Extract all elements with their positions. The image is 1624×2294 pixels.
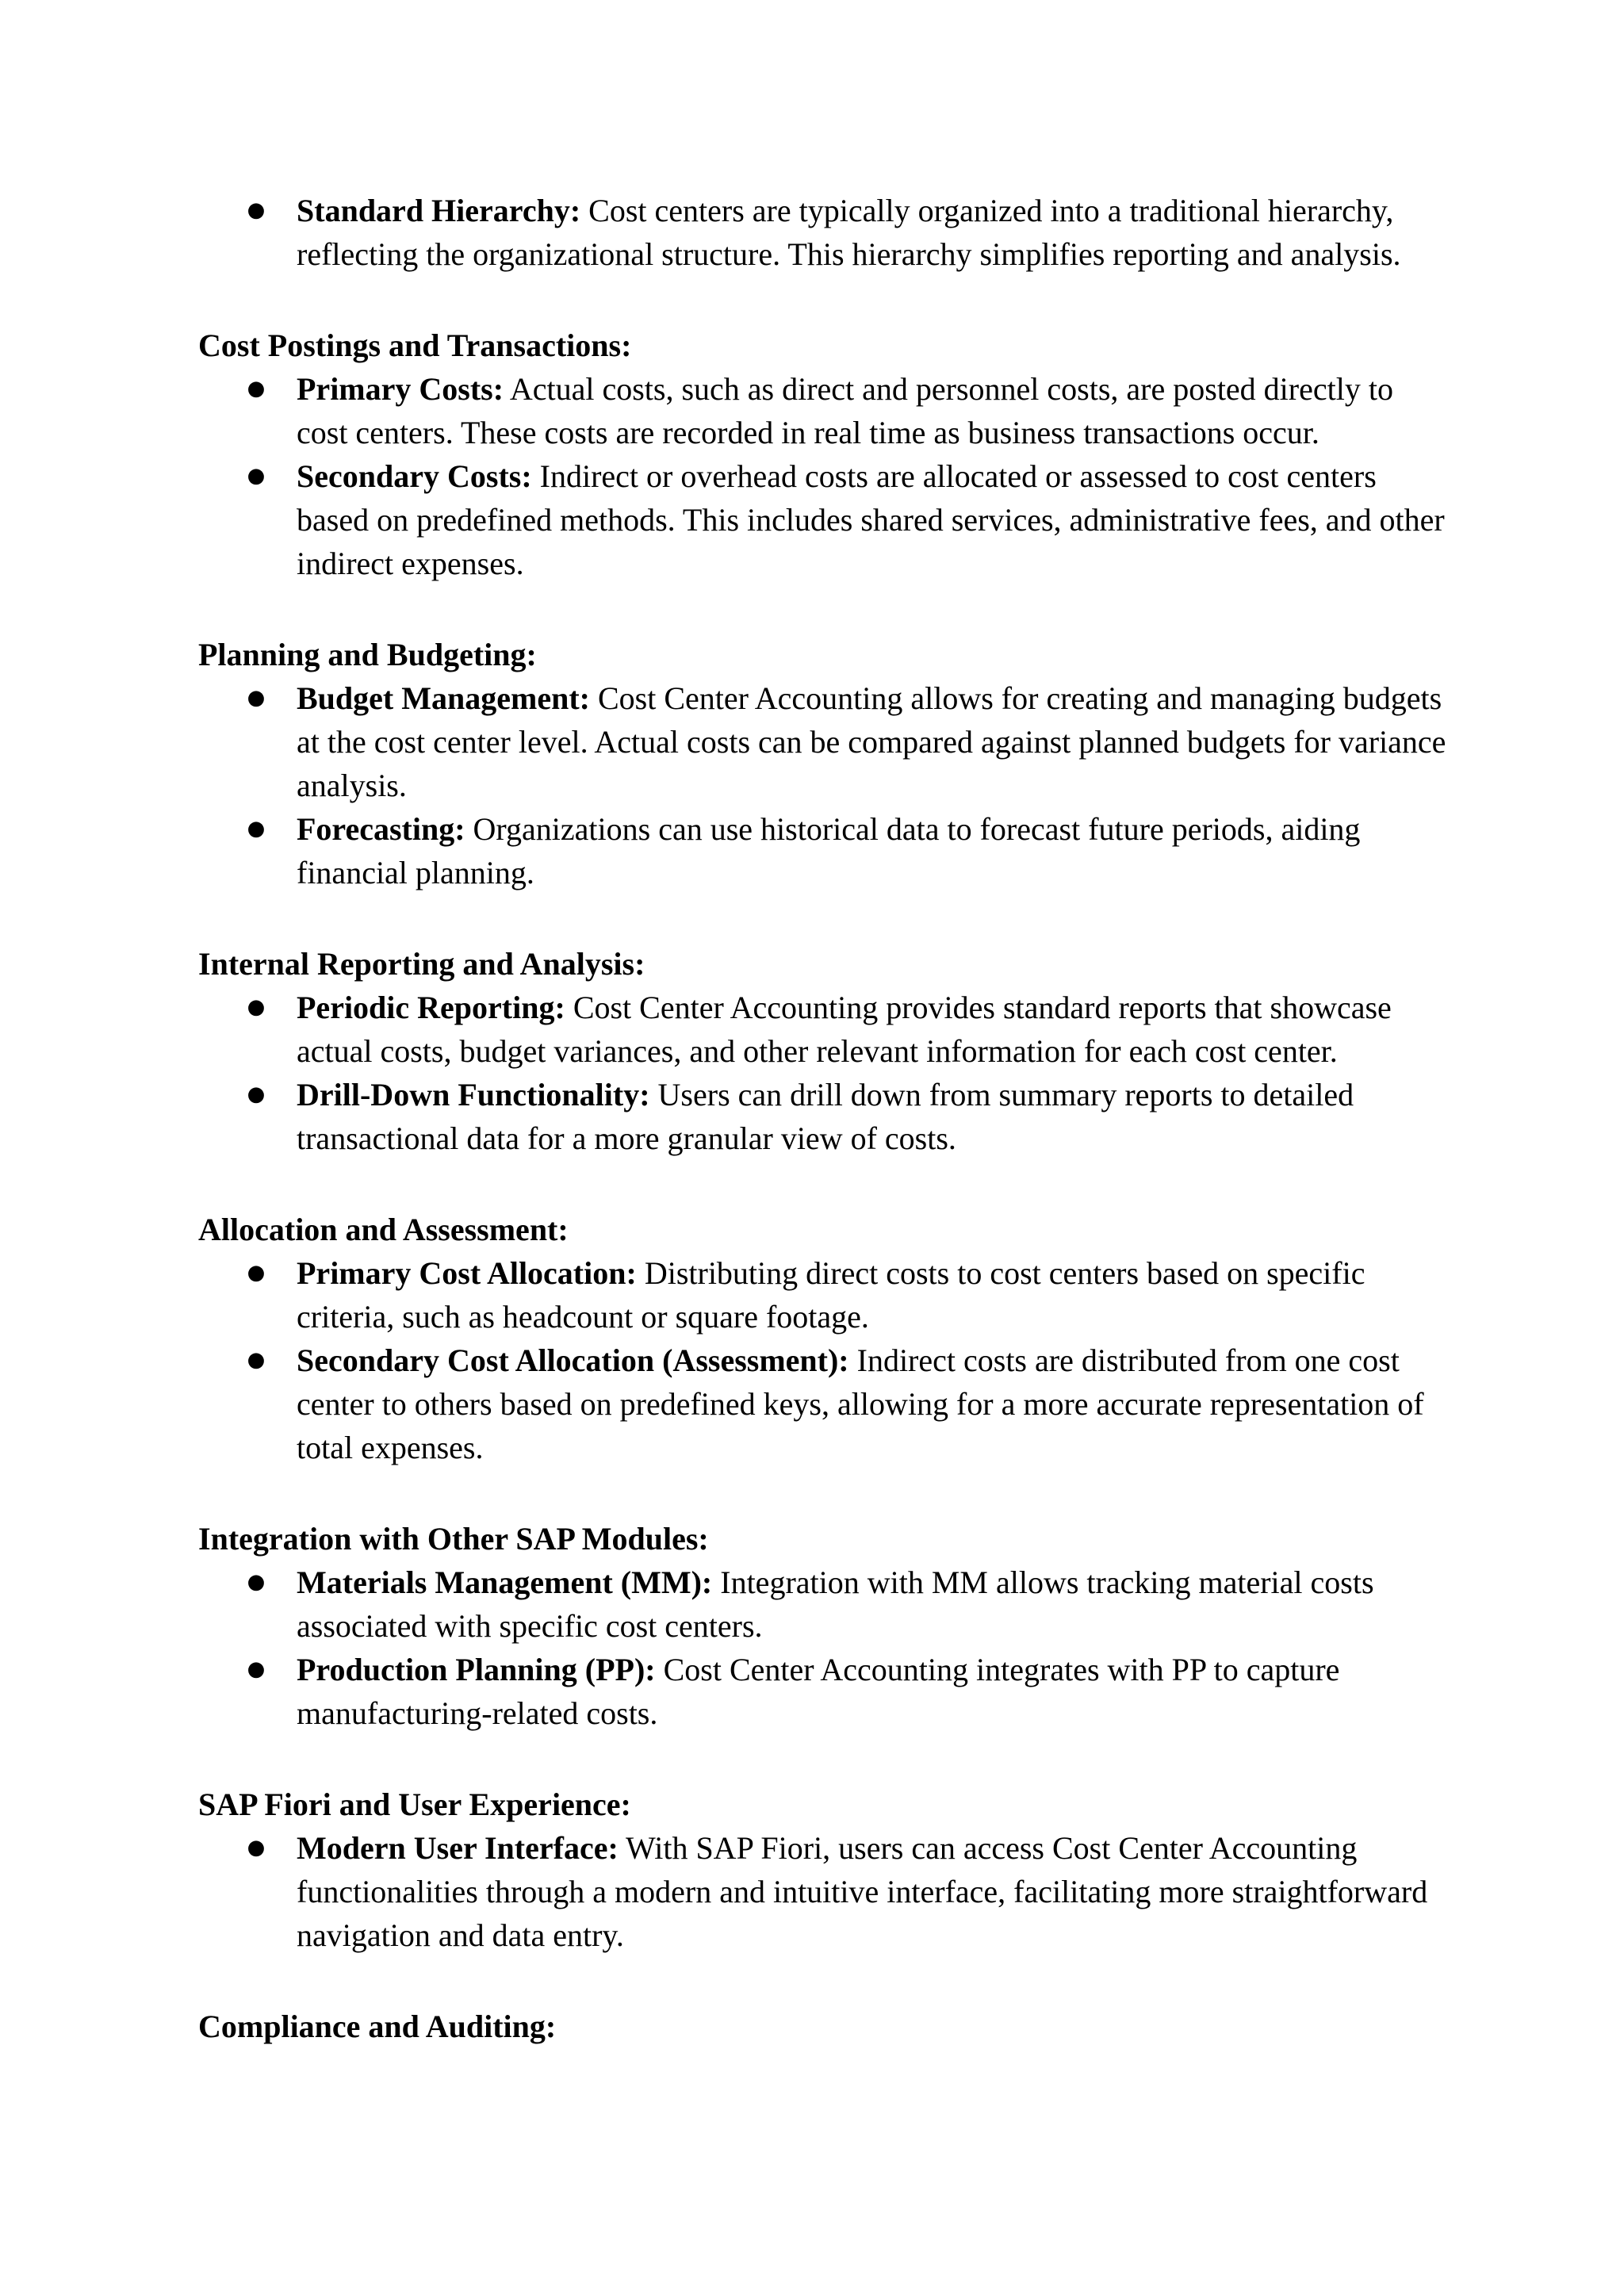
section-heading: Allocation and Assessment:: [198, 1212, 569, 1247]
item-term: Periodic Reporting:: [297, 990, 565, 1025]
intro-section: [198, 189, 1451, 276]
section-heading: Cost Postings and Transactions:: [198, 327, 632, 363]
item-term: Modern User Interface:: [297, 1830, 619, 1866]
list-item: [198, 1561, 1451, 1648]
section-planning-budgeting: [198, 633, 1451, 894]
list-item: [198, 986, 1451, 1073]
item-text: Cost Center Accounting provides standard reports that showcase actual costs, budget variances, and other relevant information for each cost center.: [297, 990, 1392, 1069]
list-item: [198, 1648, 1451, 1735]
bullet-icon: ●: [247, 377, 266, 400]
bullet-icon: ●: [247, 1261, 266, 1285]
bullet-icon: ●: [247, 1570, 266, 1594]
section-heading: Internal Reporting and Analysis:: [198, 946, 645, 982]
item-text: Users can drill down from summary reports to detailed transactional data for a more granular view of costs.: [297, 1077, 1354, 1156]
bullet-icon: ●: [247, 1657, 266, 1681]
item-term: Production Planning (PP):: [297, 1652, 656, 1687]
list-item: [198, 807, 1451, 894]
list-item: [198, 676, 1451, 807]
list-item: [198, 454, 1451, 585]
item-text: Cost Center Accounting allows for creating and managing budgets at the cost center level. Actual costs can be compared against planned budgets for variance analysis.: [297, 680, 1446, 803]
item-text: Organizations can use historical data to forecast future periods, aiding financial planning.: [297, 811, 1361, 890]
list-item: [198, 1338, 1451, 1469]
bullet-icon: ●: [247, 817, 266, 841]
list-item: [198, 367, 1451, 454]
list-item: [198, 1826, 1451, 1957]
item-term: Drill-Down Functionality:: [297, 1077, 650, 1113]
item-term: Secondary Costs:: [297, 458, 532, 494]
section-allocation-assessment: [198, 1208, 1451, 1469]
list-item: [198, 189, 1451, 276]
list-item: [198, 1251, 1451, 1338]
bullet-icon: ●: [247, 1836, 266, 1859]
item-term: Forecasting:: [297, 811, 465, 847]
section-heading: Compliance and Auditing:: [198, 2009, 557, 2044]
bullet-list: [198, 189, 1451, 276]
section-cost-postings: [198, 324, 1451, 585]
bullet-icon: ●: [247, 686, 266, 710]
item-text: Distributing direct costs to cost centers based on specific criteria, such as headcount or square footage.: [297, 1255, 1365, 1335]
section-heading: Planning and Budgeting:: [198, 637, 537, 672]
bullet-list: [198, 1561, 1451, 1735]
item-term: Primary Costs:: [297, 371, 504, 407]
section-internal-reporting: [198, 942, 1451, 1160]
item-text: Indirect or overhead costs are allocated or assessed to cost centers based on predefined methods. This includes shared services, administrative fees, and other indirect expenses.: [297, 458, 1445, 581]
section-integration: [198, 1517, 1451, 1735]
bullet-icon: ●: [247, 995, 266, 1019]
bullet-list: [198, 1251, 1451, 1469]
item-term: Secondary Cost Allocation (Assessment):: [297, 1342, 849, 1378]
item-term: Budget Management:: [297, 680, 590, 716]
bullet-list: [198, 676, 1451, 894]
bullet-list: [198, 367, 1451, 585]
list-item: [198, 1073, 1451, 1160]
item-text: Indirect costs are distributed from one cost center to others based on predefined keys, allowing for a more accurate representation of total expenses.: [297, 1342, 1424, 1465]
bullet-icon: ●: [247, 198, 266, 222]
bullet-icon: ●: [247, 464, 266, 488]
bullet-list: [198, 986, 1451, 1160]
item-term: Standard Hierarchy:: [297, 193, 581, 228]
item-text: Actual costs, such as direct and personnel costs, are posted directly to cost centers. These costs are recorded in real time as business transactions occur.: [297, 371, 1393, 450]
section-heading: Integration with Other SAP Modules:: [198, 1521, 709, 1557]
bullet-list: [198, 1826, 1451, 1957]
bullet-icon: ●: [247, 1082, 266, 1106]
item-text: With SAP Fiori, users can access Cost Center Accounting functionalities through a modern and intuitive interface, facilitating more straightforward navigation and data entry.: [297, 1830, 1428, 1953]
document-content: [198, 189, 1451, 2048]
bullet-icon: ●: [247, 1348, 266, 1372]
item-text: Cost centers are typically organized into a traditional hierarchy, reflecting the organizational structure. This hierarchy simplifies reporting and analysis.: [297, 193, 1401, 272]
item-text: Integration with MM allows tracking material costs associated with specific cost centers.: [297, 1564, 1374, 1644]
section-heading: SAP Fiori and User Experience:: [198, 1787, 631, 1822]
section-sap-fiori: [198, 1783, 1451, 1957]
item-term: Primary Cost Allocation:: [297, 1255, 637, 1291]
item-term: Materials Management (MM):: [297, 1564, 713, 1600]
item-text: Cost Center Accounting integrates with PP to capture manufacturing-related costs.: [297, 1652, 1340, 1731]
section-compliance-auditing: [198, 2005, 1451, 2048]
